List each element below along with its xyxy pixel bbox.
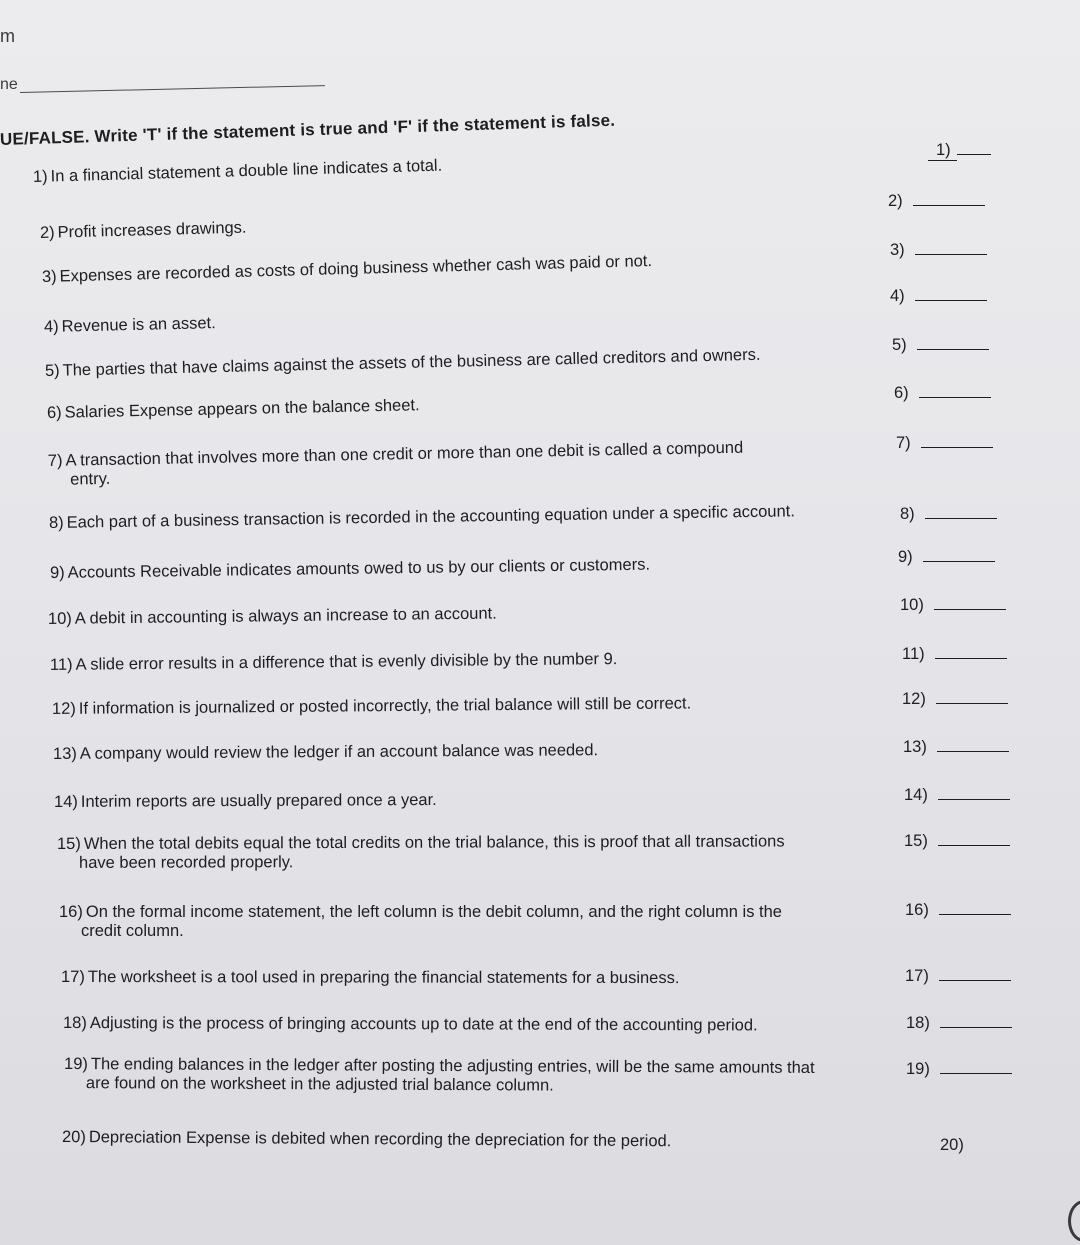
question-number: 20) [61, 1128, 86, 1147]
page-edge-mark [1068, 1200, 1080, 1242]
answer-number: 14) [904, 786, 928, 804]
question-number: 12) [51, 699, 76, 718]
question-1 [33, 157, 443, 187]
answer-blank-8[interactable] [900, 505, 997, 524]
question-18 [63, 1014, 758, 1035]
answer-blank-16[interactable] [905, 901, 1011, 920]
answer-blank-11[interactable] [902, 645, 1007, 664]
question-text: Accounts Receivable indicates amounts owed to us by our clients or customers. [67, 555, 651, 582]
question-number: 16) [59, 903, 83, 921]
question-continuation: have been recorded properly. [78, 853, 294, 872]
question-12 [52, 694, 691, 719]
question-text: Revenue is an asset. [61, 314, 216, 336]
section-heading: UE/FALSE. Write 'T' if the statement is true and 'F' if the statement is false. [0, 110, 616, 149]
question-19 [64, 1055, 815, 1097]
answer-number: 18) [906, 1014, 930, 1032]
answer-blank-3[interactable] [890, 241, 987, 260]
answer-blank-4[interactable] [890, 287, 987, 306]
question-11 [50, 650, 618, 675]
question-number: 18) [62, 1014, 87, 1033]
question-number: 10) [47, 609, 72, 628]
answer-blank-13[interactable] [903, 738, 1009, 757]
answer-line [940, 1073, 1012, 1074]
question-number: 8) [48, 513, 64, 532]
answer-blank-20[interactable] [940, 1136, 964, 1155]
question-5 [45, 346, 761, 381]
question-continuation: are found on the worksheet in the adjusted trial balance column. [85, 1074, 554, 1095]
answer-number: 3) [890, 241, 905, 259]
answer-line [937, 751, 1009, 752]
answer-number: 16) [905, 901, 929, 919]
answer-number: 9) [898, 548, 913, 566]
name-label: ne [0, 76, 18, 93]
question-9 [50, 556, 650, 583]
answer-line [940, 1027, 1012, 1028]
question-text: The worksheet is a tool used in preparing the financial statements for a business. [87, 968, 680, 988]
answer-line [939, 980, 1011, 981]
answer-number: 17) [905, 967, 929, 985]
answer-blank-14[interactable] [904, 786, 1010, 805]
question-4 [44, 314, 216, 337]
question-number: 17) [60, 968, 85, 987]
question-number: 3) [41, 267, 57, 286]
answer-line [925, 518, 997, 519]
answer-blank-1[interactable] [928, 141, 991, 161]
answer-number: 8) [900, 505, 915, 523]
answer-line [934, 609, 1006, 610]
answer-blank-12[interactable] [902, 690, 1008, 709]
answer-blank-10[interactable] [900, 596, 1006, 615]
answer-line [915, 254, 987, 255]
question-text: On the formal income statement, the left column is the debit column, and the right column is the [85, 903, 782, 921]
question-text: Profit increases drawings. [57, 218, 247, 242]
answer-blank-7[interactable] [896, 434, 993, 453]
question-3 [42, 252, 652, 287]
answer-line [938, 799, 1010, 800]
corner-mark: m [0, 26, 15, 46]
answer-number: 4) [890, 287, 905, 305]
question-number: 9) [49, 563, 65, 582]
question-text: If information is journalized or posted incorrectly, the trial balance will still be correct. [78, 694, 692, 718]
question-continuation: credit column. [81, 922, 184, 940]
question-number: 14) [53, 792, 78, 811]
answer-line [913, 205, 985, 206]
answer-blank-19[interactable] [906, 1060, 1012, 1079]
question-text: Each part of a business transaction is recorded in the accounting equation under a specific account. [66, 502, 795, 532]
question-text: In a financial statement a double line indicates a total. [50, 156, 443, 186]
question-text: Adjusting is the process of bringing accounts up to date at the end of the accounting period. [89, 1014, 758, 1035]
answer-blank-6[interactable] [894, 384, 991, 403]
question-number: 1) [32, 167, 48, 186]
answer-line [938, 845, 1010, 846]
question-15 [57, 832, 785, 873]
question-text: A company would review the ledger if an account balance was needed. [79, 741, 599, 763]
answer-line [917, 349, 989, 350]
answer-line [915, 300, 987, 301]
question-text: Expenses are recorded as costs of doing business whether cash was paid or not. [59, 252, 653, 286]
question-text: Salaries Expense appears on the balance sheet. [64, 396, 420, 422]
answer-number: 1) [928, 141, 957, 161]
answer-number: 11) [902, 645, 925, 663]
answer-number: 2) [888, 192, 903, 210]
answer-blank-15[interactable] [904, 832, 1010, 851]
question-number: 2) [39, 223, 55, 242]
name-line [20, 85, 325, 93]
question-text: The ending balances in the ledger after posting the adjusting entries, will be the same amounts that [90, 1055, 815, 1077]
question-17 [61, 968, 679, 988]
question-number: 19) [64, 1055, 88, 1074]
question-text: A transaction that involves more than one credit or more than one debit is called a compound [65, 438, 744, 470]
answer-number: 15) [904, 832, 928, 850]
answer-number: 19) [906, 1060, 930, 1078]
question-text: Interim reports are usually prepared once a year. [80, 790, 437, 811]
answer-line [957, 154, 991, 155]
question-14 [54, 791, 437, 812]
question-number: 5) [44, 361, 60, 380]
answer-line [923, 561, 995, 562]
question-text: A slide error results in a difference that is evenly divisible by the number 9. [75, 650, 618, 674]
answer-number: 7) [896, 434, 911, 452]
question-number: 13) [52, 744, 77, 763]
answer-line [921, 447, 993, 448]
question-number: 15) [56, 834, 81, 853]
question-number: 6) [46, 403, 62, 422]
answer-blank-18[interactable] [906, 1014, 1012, 1033]
question-13 [53, 741, 598, 764]
question-16 [59, 903, 782, 941]
answer-line [919, 397, 991, 398]
answer-line [935, 658, 1007, 659]
question-number: 4) [43, 317, 59, 336]
question-number: 11) [49, 655, 73, 674]
answer-number: 10) [900, 596, 924, 614]
answer-number: 6) [894, 384, 909, 402]
question-continuation: entry. [69, 469, 111, 489]
answer-blank-5[interactable] [892, 336, 989, 355]
question-6 [47, 396, 420, 423]
question-text: The parties that have claims against the assets of the business are called creditors and owners. [62, 345, 761, 380]
answer-number: 20) [940, 1136, 964, 1154]
question-text: When the total debits equal the total credits on the trial balance, this is proof that all transactions [83, 832, 785, 853]
question-2 [40, 219, 247, 243]
question-text: A debit in accounting is always an increase to an account. [74, 604, 497, 628]
answer-blank-2[interactable] [888, 192, 985, 211]
question-8 [49, 502, 795, 533]
question-number: 7) [47, 451, 63, 471]
question-7 [48, 439, 744, 490]
answer-blank-17[interactable] [905, 967, 1011, 986]
answer-line [939, 914, 1011, 915]
question-text: Depreciation Expense is debited when recording the depreciation for the period. [88, 1128, 672, 1151]
answer-blank-9[interactable] [898, 548, 995, 567]
question-20 [62, 1128, 671, 1151]
answer-number: 12) [902, 690, 926, 708]
answer-number: 5) [892, 336, 907, 354]
answer-line [936, 703, 1008, 704]
answer-number: 13) [903, 738, 927, 756]
question-10 [48, 605, 497, 629]
